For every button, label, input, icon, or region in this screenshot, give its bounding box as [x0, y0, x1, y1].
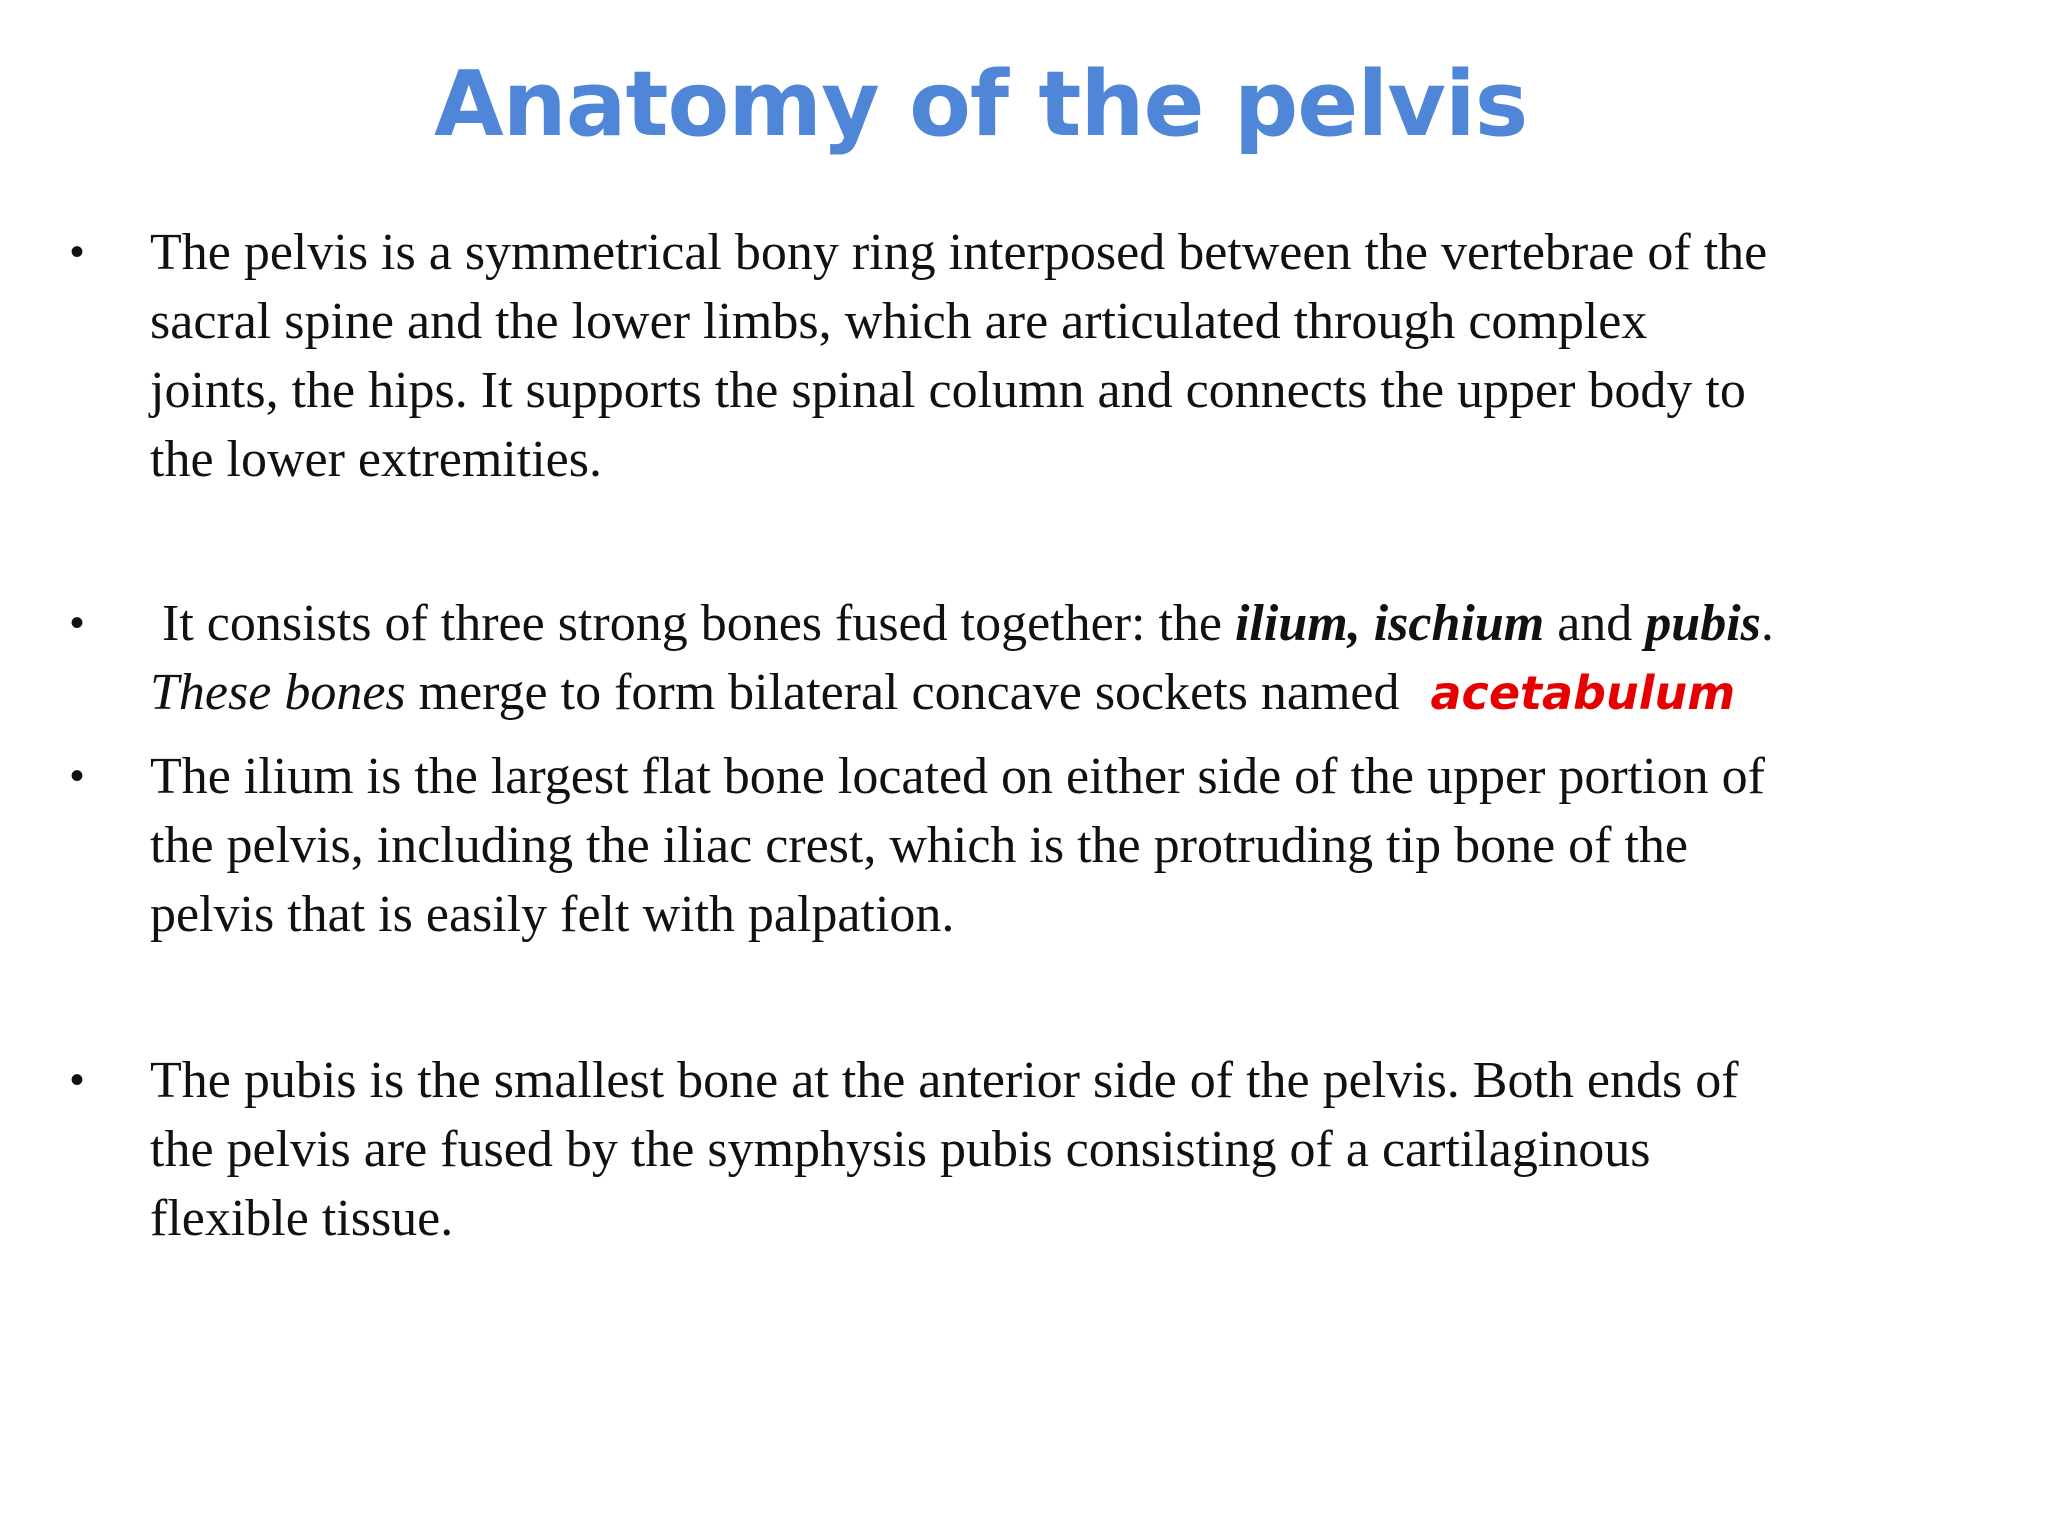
term-ilium: ilium [1234, 595, 1348, 652]
bullet-line: sacral spine and the lower limbs, which are articulated through complex [150, 293, 1648, 350]
term-separator: , [1347, 595, 1374, 652]
term-pubis: pubis [1645, 595, 1761, 652]
term-separator: and [1544, 595, 1646, 652]
bullet-text [150, 218, 2010, 494]
bullet-line: the lower extremities. [150, 431, 602, 488]
bullet-line-text: merge to form bilateral concave sockets named [405, 664, 1413, 721]
bullet-line: pelvis that is easily felt with palpation. [150, 886, 955, 943]
bullet-line-lead: It consists of three strong bones fused together: the [162, 595, 1235, 652]
bullet-line: The ilium is the largest flat bone located on either side of the upper portion of [150, 748, 1765, 805]
bullet-line [150, 658, 2010, 728]
bullet-line [150, 589, 2010, 658]
these-bones-phrase: These bones [150, 664, 406, 721]
acetabulum-highlight: acetabulum [1430, 666, 1736, 720]
bullet-text [150, 742, 2010, 949]
bullet-line: The pelvis is a symmetrical bony ring interposed between the vertebrae of the [150, 224, 1768, 281]
bullet-text [150, 1046, 2010, 1253]
bullet-dot-icon: • [70, 1058, 85, 1102]
term-ischium: ischium [1373, 595, 1545, 652]
bullet-dot-icon: • [70, 754, 85, 798]
bullet-line: The pubis is the smallest bone at the anterior side of the pelvis. Both ends of [150, 1052, 1739, 1109]
bullet-line: the pelvis are fused by the symphysis pubis consisting of a cartilaginous [150, 1121, 1651, 1178]
bullet-line: flexible tissue. [150, 1190, 454, 1247]
bullet-line: the pelvis, including the iliac crest, which is the protruding tip bone of the [150, 817, 1688, 874]
bullet-dot-icon: • [70, 601, 85, 645]
bullet-dot-icon: • [70, 230, 85, 274]
slide-title: Anatomy of the pelvis [434, 52, 1528, 157]
bullet-text [150, 589, 2010, 728]
line-end: . [1760, 595, 1774, 652]
bullet-line: joints, the hips. It supports the spinal column and connects the upper body to [150, 362, 1746, 419]
